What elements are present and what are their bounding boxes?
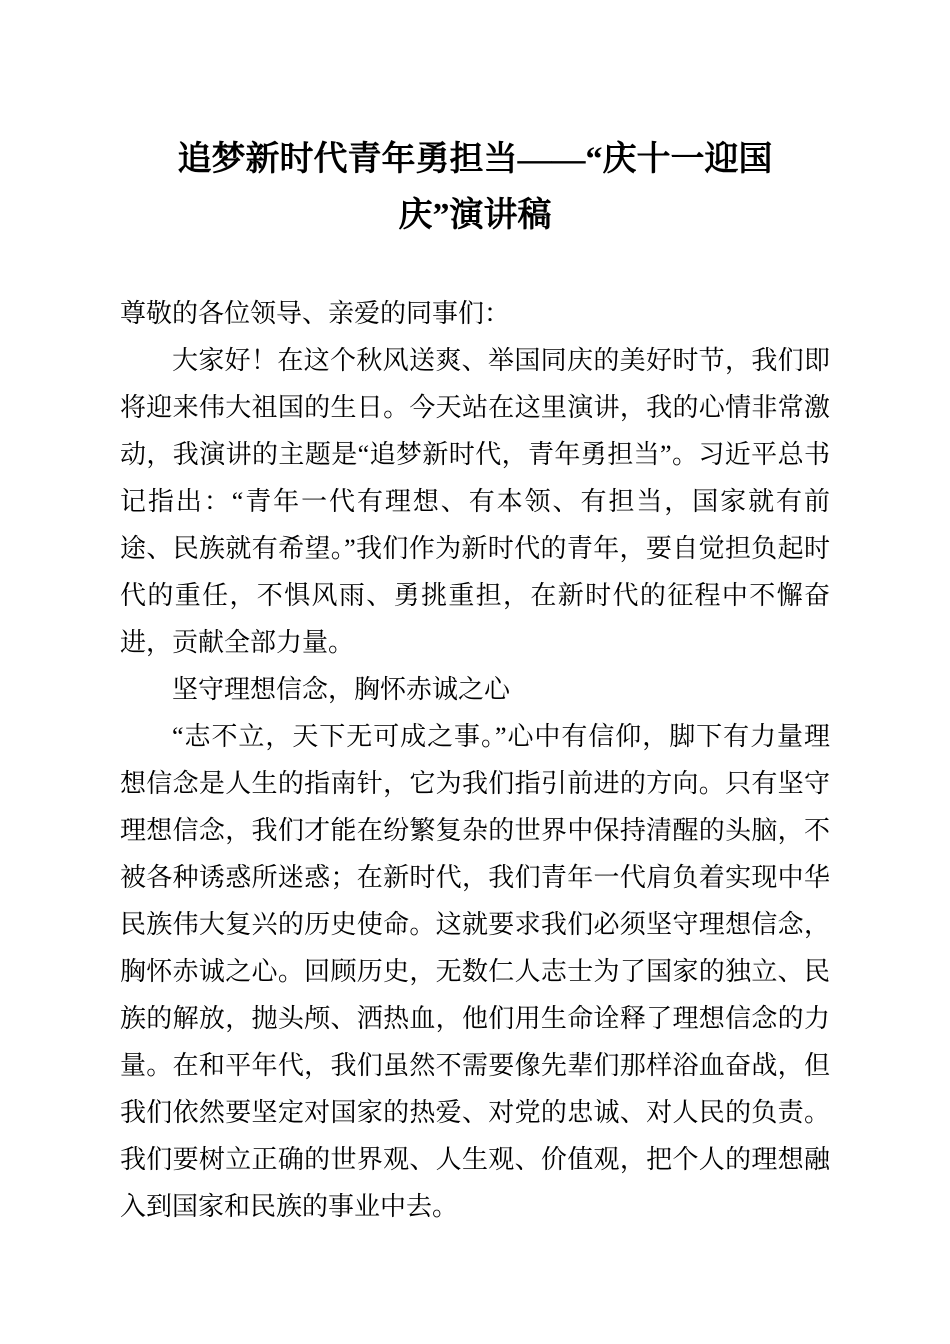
document-title: 追梦新时代青年勇担当——“庆十一迎国庆”演讲稿 — [177, 141, 773, 234]
paragraph-section-heading: 坚守理想信念，胸怀赤诚之心 — [172, 675, 511, 704]
paragraph-salutation: 尊敬的各位领导、亲爱的同事们： — [120, 299, 511, 328]
paragraph-section-body: “志不立，天下无可成之事。”心中有信仰，脚下有力量理想信念是人生的指南针，它为我们指引前进的方向。只有坚守理想信念，我们才能在纷繁复杂的世界中保持清醒的头脑，不被各种诱惑所迷惑；在新时代，我们青年一代肩负着实现中华民族伟大复兴的历史使命。这就要求我们必须坚守理想信念，胸怀赤诚之心。回顾历史，无数仁人志士为了国家的独立、民族的解放，抛头颅、洒热血，他们用生命诠释了理想信念的力量。在和平年代，我们虽然不需要像先辈们那样浴血奋战，但我们依然要坚定对国家的热爱、对党的忠诚、对人民的负责。我们要树立正确的世界观、人生观、价值观，把个人的理想融入到国家和民族的事业中去。 — [120, 722, 830, 1221]
paragraph-opening: 大家好！在这个秋风送爽、举国同庆的美好时节，我们即将迎来伟大祖国的生日。今天站在这里演讲，我的心情非常激动，我演讲的主题是“追梦新时代，青年勇担当”。习近平总书记指出：“青年一代有理想、有本领、有担当，国家就有前途、民族就有希望。”我们作为新时代的青年，要自觉担负起时代的重任，不惧风雨、勇挑重担，在新时代的征程中不懈奋进，贡献全部力量。 — [120, 346, 830, 657]
